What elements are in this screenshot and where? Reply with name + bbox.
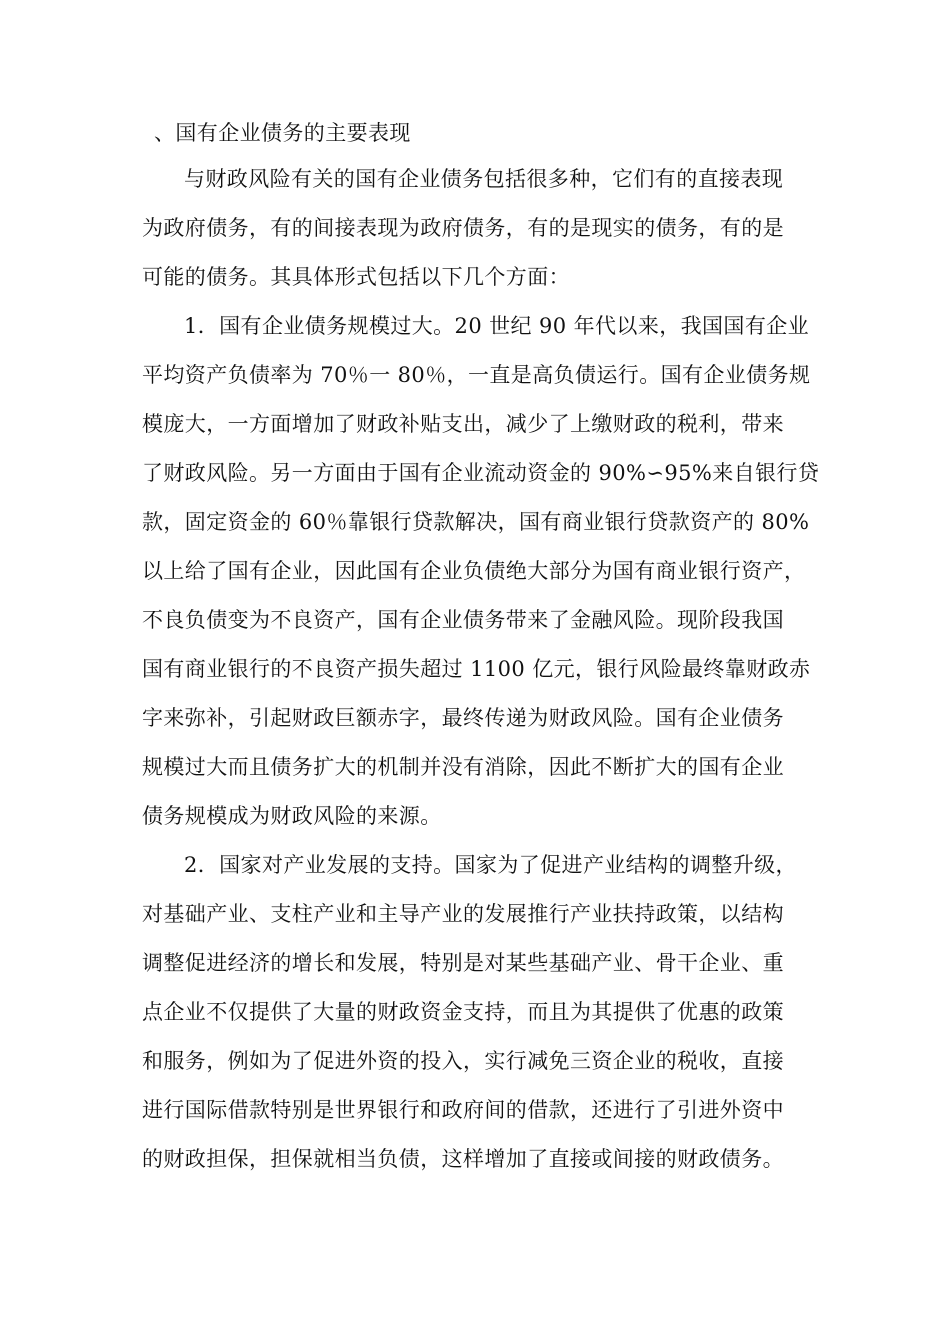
text-line: 了财政风险。另一方面由于国有企业流动资金的 90%∽95%来自银行贷 — [142, 461, 820, 485]
text-line: 款，固定资金的 60％靠银行贷款解决，国有商业银行贷款资产的 80% — [142, 510, 810, 534]
paragraph-list — [142, 155, 820, 1184]
text-line: 模庞大，一方面增加了财政补贴支出，减少了上缴财政的税利，带来 — [142, 412, 784, 436]
text-line: 为政府债务，有的间接表现为政府债务，有的是现实的债务，有的是 — [142, 216, 784, 240]
text-line: 规模过大而且债务扩大的机制并没有消除，因此不断扩大的国有企业 — [142, 755, 784, 779]
text-line: 的财政担保，担保就相当负债，这样增加了直接或间接的财政债务。 — [142, 1147, 784, 1171]
text-line: 以上给了国有企业，因此国有企业负债绝大部分为国有商业银行资产， — [142, 559, 806, 583]
body-paragraph — [142, 302, 820, 841]
text-line: 可能的债务。其具体形式包括以下几个方面： — [142, 265, 570, 289]
text-line: 平均资产负债率为 70％一 80％，一直是高负债运行。国有企业债务规 — [142, 363, 811, 387]
text-line: 对基础产业、支柱产业和主导产业的发展推行产业扶持政策，以结构 — [142, 902, 784, 926]
document-body — [142, 112, 820, 1184]
text-line: 国有商业银行的不良资产损失超过 1100 亿元，银行风险最终靠财政赤 — [142, 657, 811, 681]
text-line: 点企业不仅提供了大量的财政资金支持，而且为其提供了优惠的政策 — [142, 1000, 784, 1024]
text-line: 和服务，例如为了促进外资的投入，实行减免三资企业的税收，直接 — [142, 1049, 784, 1073]
text-line: 1．国有企业债务规模过大。20 世纪 90 年代以来，我国国有企业 — [184, 314, 810, 338]
text-line: 字来弥补，引起财政巨额赤字，最终传递为财政风险。国有企业债务 — [142, 706, 784, 730]
text-line: 与财政风险有关的国有企业债务包括很多种，它们有的直接表现 — [184, 167, 784, 191]
body-paragraph — [142, 841, 814, 1184]
text-line: 进行国际借款特别是世界银行和政府间的借款，还进行了引进外资中 — [142, 1098, 784, 1122]
section-heading: 、国有企业债务的主要表现 — [154, 121, 411, 145]
text-line: 债务规模成为财政风险的来源。 — [142, 804, 442, 828]
body-paragraph — [142, 155, 814, 302]
text-line: 2．国家对产业发展的支持。国家为了促进产业结构的调整升级， — [184, 853, 797, 877]
text-line: 调整促进经济的增长和发展，特别是对某些基础产业、骨干企业、重 — [142, 951, 784, 975]
text-line: 不良负债变为不良资产，国有企业债务带来了金融风险。现阶段我国 — [142, 608, 784, 632]
